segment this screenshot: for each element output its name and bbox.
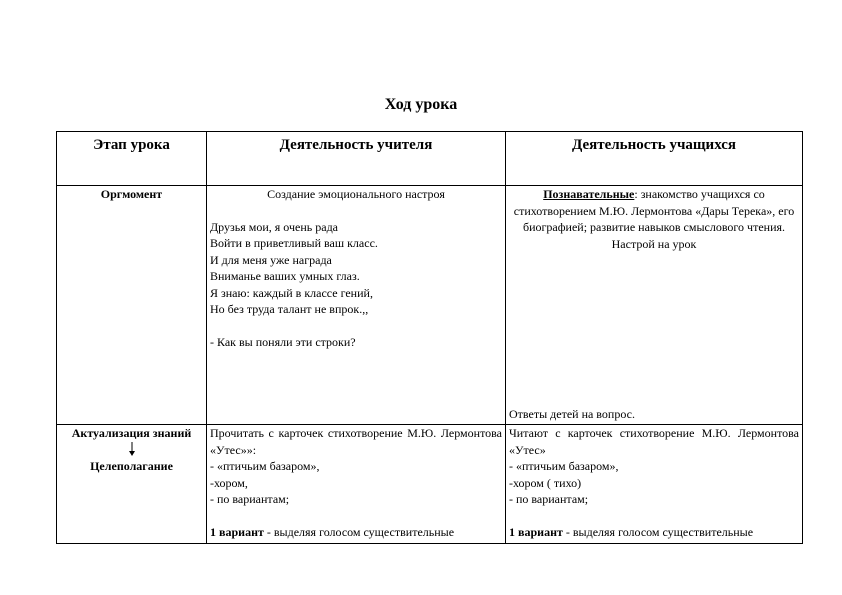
table-row: [57, 186, 803, 425]
student-cell: [506, 425, 803, 544]
stage-cell: [57, 425, 207, 544]
poem-line: Друзья мои, я очень рада: [210, 219, 338, 234]
variant-line: [509, 524, 799, 541]
student-cell: [506, 186, 803, 425]
student-goal: [509, 186, 799, 236]
variant-text: - выделяя голосом существительные: [562, 524, 754, 539]
arrow-down-icon: [60, 442, 203, 458]
student-task: Читают с карточек стихотворение М.Ю. Лермонтова «Утес»: [509, 426, 799, 457]
variant-text: - выделяя голосом существительные: [263, 524, 455, 539]
table-header-row: [57, 132, 803, 186]
lesson-table: [56, 131, 803, 544]
list-item: -хором ( тихо): [509, 475, 582, 490]
list-item: -хором,: [210, 475, 248, 490]
variant-label: 1 вариант: [509, 524, 563, 539]
poem-line: И для меня уже награда: [210, 252, 332, 267]
list-item: - «птичьим базаром»,: [210, 459, 320, 473]
poem-line: Но без труда талант не впрок.,,: [210, 302, 369, 316]
stage-name: Оргмомент: [100, 187, 163, 201]
list-item: - «птичьим базаром»,: [509, 459, 619, 473]
list-item: - по вариантам;: [509, 492, 589, 506]
cognitive-text: : знакомство учащихся со стихотворением М.Ю. Лермонтова «Дары Терека», его биографией; развитие навыков смыслового чтения.: [513, 187, 795, 234]
page-title: Ход урока: [384, 96, 458, 113]
poem-line: Войти в приветливый ваш класс.: [210, 236, 378, 250]
student-answers: Ответы детей на вопрос.: [509, 406, 635, 421]
teacher-cell: [207, 186, 506, 425]
list-item: - по вариантам;: [210, 492, 290, 506]
header-teacher-activity: Деятельность учителя: [207, 132, 506, 186]
table-row: [57, 425, 803, 544]
variant-label: 1 вариант: [210, 524, 264, 539]
cognitive-label: Познавательные: [543, 187, 635, 201]
header-stage: Этап урока: [57, 132, 207, 186]
header-student-activity: Деятельность учащихся: [506, 132, 803, 186]
mood-text: Настрой на урок: [611, 236, 697, 251]
stage-cell: [57, 186, 207, 425]
teacher-question: - Как вы поняли эти строки?: [210, 334, 356, 349]
teacher-task: Прочитать с карточек стихотворение М.Ю. Лермонтова «Утес»»:: [210, 426, 502, 457]
stage-name: Целеполагание: [90, 458, 173, 473]
poem-line: Я знаю: каждый в классе гений,: [210, 285, 373, 300]
teacher-heading: Создание эмоционального настроя: [267, 187, 445, 201]
stage-name: Актуализация знаний: [71, 426, 192, 440]
variant-line: [210, 524, 502, 541]
poem-line: Вниманье ваших умных глаз.: [210, 269, 360, 283]
teacher-cell: [207, 425, 506, 544]
